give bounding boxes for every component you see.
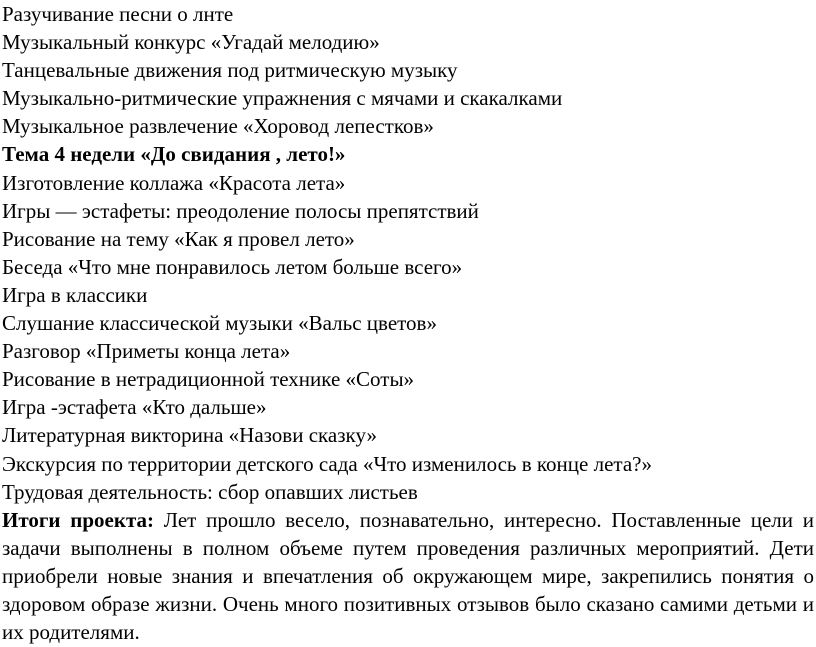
summary-label: Итоги проекта:	[2, 507, 155, 532]
week-heading: Тема 4 недели «До свидания , лето!»	[2, 142, 346, 167]
activity-line: Трудовая деятельность: сбор опавших листьев	[2, 479, 418, 504]
activity-line: Рисование на тему «Как я провел лето»	[2, 226, 355, 251]
activity-line: Музыкальный конкурс «Угадай мелодию»	[2, 30, 380, 55]
activity-line: Танцевальные движения под ритмическую музыку	[2, 58, 458, 83]
activity-line: Разговор «Приметы конца лета»	[2, 339, 291, 364]
activity-line: Изготовление коллажа «Красота лета»	[2, 170, 346, 195]
activity-line: Музыкально-ритмические упражнения с мячами и скакалками	[2, 86, 563, 111]
activity-line: Беседа «Что мне понравилось летом больше всего»	[2, 254, 463, 279]
project-summary	[2, 506, 814, 646]
activity-line: Экскурсия по территории детского сада «Что изменилось в конце лета?»	[2, 451, 652, 476]
activity-list-before	[2, 0, 814, 140]
activity-line: Рисование в нетрадиционной технике «Соты»	[2, 367, 415, 392]
activity-list-after	[2, 169, 814, 506]
activity-line: Музыкальное развлечение «Хоровод лепестков»	[2, 114, 434, 139]
activity-line: Игра в классики	[2, 282, 148, 307]
document-page	[2, 0, 814, 646]
activity-line: Игры — эстафеты: преодоление полосы препятствий	[2, 198, 479, 223]
activity-line: Разучивание песни о лнте	[2, 2, 234, 26]
summary-text: Лет прошло весело, познавательно, интересно. Поставленные цели и задачи выполнены в полном объеме путем проведения различных мероприятий. Дети приобрели новые знания и впечатления об окружающем мире, закрепились понятия о здоровом образе жизни. Очень много позитивных отзывов было сказано самими детьми и их родителями.	[2, 507, 814, 645]
activity-line: Литературная викторина «Назови сказку»	[2, 423, 377, 448]
activity-line: Игра -эстафета «Кто дальше»	[2, 395, 267, 420]
activity-line: Слушание классической музыки «Вальс цветов»	[2, 311, 437, 336]
